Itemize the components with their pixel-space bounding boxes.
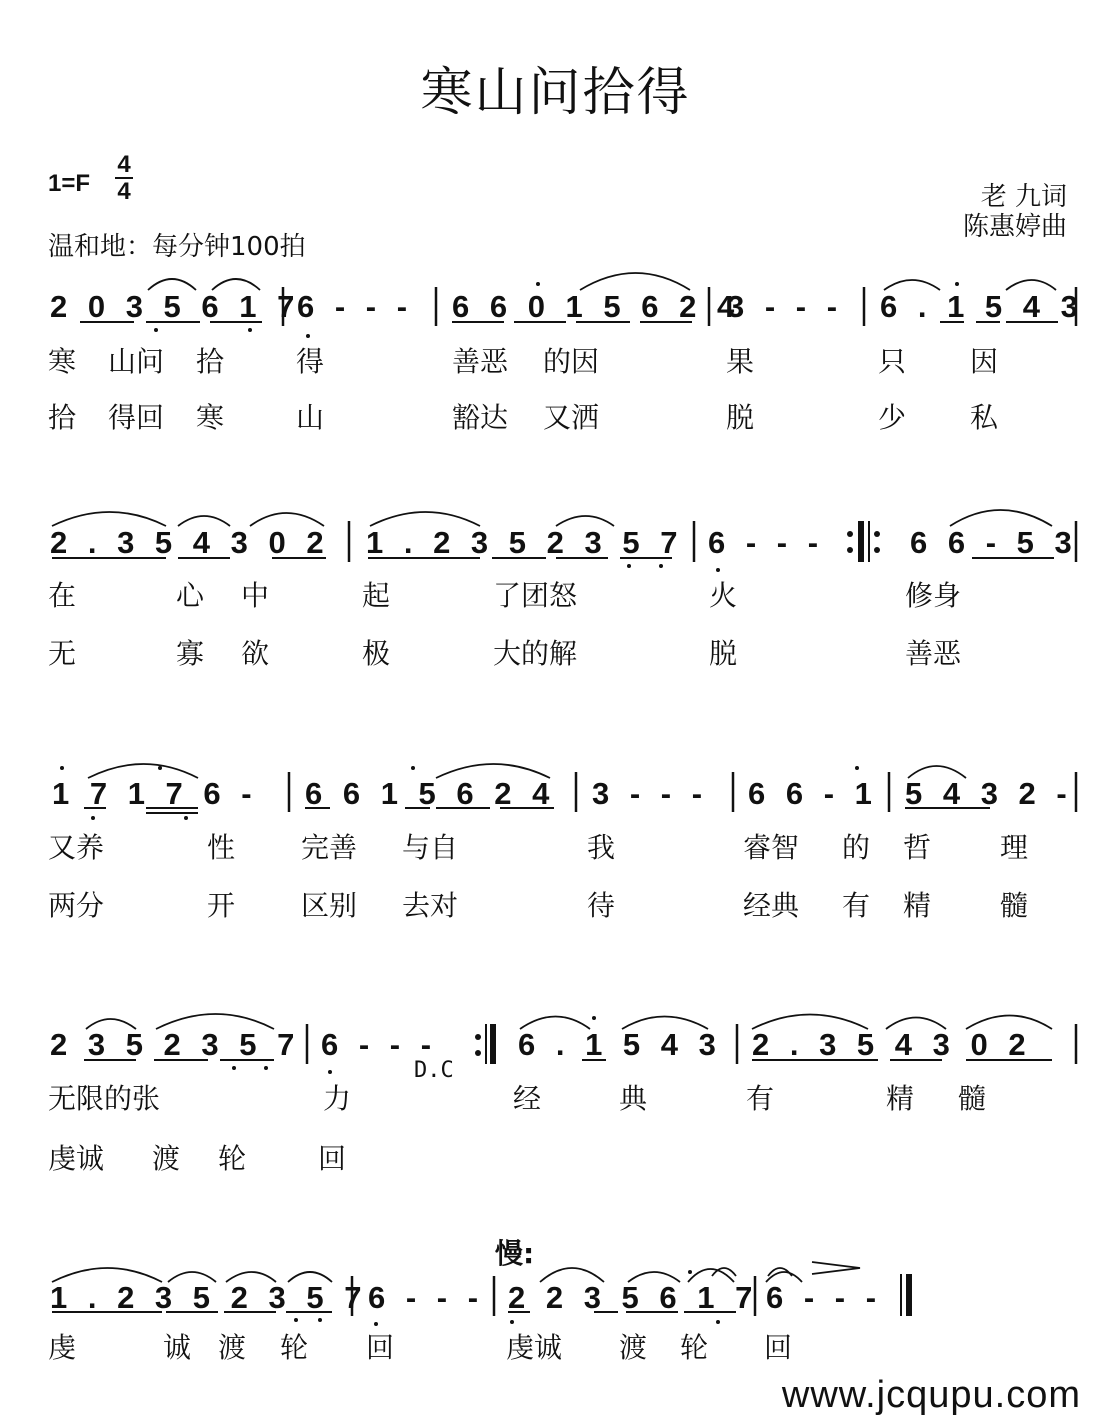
measure: 1 . 2 3 5 2 3 5 7 xyxy=(50,1280,368,1315)
lyric: 髓 xyxy=(958,1082,987,1115)
lyric: 的因 xyxy=(543,345,600,378)
measure: 1 . 2 3 5 2 3 5 7 xyxy=(366,525,684,560)
lyric: 修身 xyxy=(905,579,962,612)
lyric: 经典 xyxy=(743,889,800,922)
measure: 3 - - - xyxy=(592,776,709,811)
rhythm-underlines xyxy=(52,322,1058,1312)
lyric: 两分 xyxy=(48,889,105,922)
lyric: 髓 xyxy=(1000,889,1029,922)
tempo-marking: 温和地：每分钟100拍 xyxy=(48,232,306,262)
lyric: 虔 xyxy=(48,1331,77,1364)
measure: 2 3 5 2 3 5 7 xyxy=(50,1027,301,1062)
dc-mark: D.C xyxy=(414,1058,454,1083)
repeat-signs xyxy=(475,521,915,1316)
lyric: 待 xyxy=(587,889,616,922)
lyric: 轮 xyxy=(680,1331,709,1364)
lyric: 又养 xyxy=(48,831,105,864)
lyric: 诚 xyxy=(163,1331,192,1364)
lyric: 得回 xyxy=(108,401,165,434)
lyric: 大的解 xyxy=(493,637,578,670)
lyric: 理 xyxy=(1000,831,1029,864)
lyric: 无限的张 xyxy=(48,1082,161,1115)
time-signature-bottom: 4 xyxy=(117,178,131,205)
lyric: 经 xyxy=(513,1082,542,1115)
lyric: 火 xyxy=(709,579,738,612)
lyric: 的 xyxy=(842,831,871,864)
lyric: 起 xyxy=(362,579,391,612)
lyric: 中 xyxy=(241,579,270,612)
lyric: 在 xyxy=(48,579,77,612)
lyric: 渡 xyxy=(218,1331,247,1364)
lyric: 又洒 xyxy=(543,401,600,434)
lyric: 拾 xyxy=(196,345,225,378)
measure: 2 0 3 5 6 1 7 xyxy=(50,289,301,324)
lyric: 轮 xyxy=(280,1331,309,1364)
lyric: 因 xyxy=(970,345,999,378)
measure: 6 6 - 5 3 xyxy=(910,525,1078,560)
lyric: 轮 xyxy=(218,1142,247,1175)
lyric: 有 xyxy=(746,1082,775,1115)
lyric: 睿智 xyxy=(743,831,800,864)
lyric: 寒 xyxy=(48,345,77,378)
lyric: 哲 xyxy=(903,831,932,864)
measure: 6 - - - xyxy=(321,1027,438,1062)
lyric: 欲 xyxy=(241,637,270,670)
lyric: 区别 xyxy=(301,889,358,922)
measure: 6 - - - xyxy=(297,289,414,324)
lyric: 精 xyxy=(903,889,932,922)
measure: 6 6 - 1 xyxy=(748,776,878,811)
lyric: 精 xyxy=(886,1082,915,1115)
lyricist-credit: 老 九词 xyxy=(980,182,1067,212)
lyric: 寒 xyxy=(196,401,225,434)
measure: 2 . 3 5 4 3 0 2 xyxy=(752,1027,1032,1062)
lyric: 完善 xyxy=(301,831,358,864)
octave-dots xyxy=(60,282,962,1326)
lyric: 无 xyxy=(48,637,77,670)
lyric: 与自 xyxy=(402,831,459,864)
measure: 5 4 3 2 - xyxy=(905,776,1073,811)
measure: 6 - - - xyxy=(368,1280,485,1315)
key-signature: 1=F xyxy=(48,170,91,197)
lyric: 了团怒 xyxy=(493,579,578,612)
lyric: 善恶 xyxy=(905,637,962,670)
lyric: 拾 xyxy=(48,401,77,434)
measure: 3 - - - xyxy=(727,289,844,324)
lyric: 渡 xyxy=(619,1331,648,1364)
decrescendo-and-fermatas xyxy=(712,1262,860,1276)
measure: 6 . 1 5 4 3 xyxy=(518,1027,722,1062)
lyric: 山 xyxy=(296,401,325,434)
lyric: 去对 xyxy=(402,889,459,922)
lyric: 回 xyxy=(318,1142,347,1175)
lyric: 脱 xyxy=(726,401,755,434)
lyric: 极 xyxy=(362,637,391,670)
lyric: 典 xyxy=(619,1082,648,1115)
lyric: 只 xyxy=(878,345,907,378)
lyric: 豁达 xyxy=(452,401,509,434)
lyric: 脱 xyxy=(709,637,738,670)
lyric: 我 xyxy=(587,831,616,864)
slurs xyxy=(52,273,1056,1282)
measure: 6 6 0 1 5 6 2 4 xyxy=(452,289,741,324)
lyric: 山问 xyxy=(108,345,165,378)
lyric: 私 xyxy=(970,401,999,434)
measure: 6 6 1 5 6 2 4 xyxy=(305,776,556,811)
lyric: 善恶 xyxy=(452,345,509,378)
lyric: 心 xyxy=(176,579,205,612)
lyric: 少 xyxy=(878,401,907,434)
measure: 6 . 1 5 4 3 xyxy=(880,289,1084,324)
lyric: 开 xyxy=(207,889,236,922)
measure: 1 7 1 7 6 - xyxy=(52,776,258,811)
time-signature-top: 4 xyxy=(117,151,131,178)
lyric: 寡 xyxy=(176,637,205,670)
lyric: 回 xyxy=(366,1331,395,1364)
slow-mark: 慢: xyxy=(495,1237,535,1270)
measure: 6 - - - xyxy=(708,525,825,560)
lyric: 渡 xyxy=(152,1142,181,1175)
website-watermark: www.jcqupu.com xyxy=(781,1374,1081,1416)
measure: 2 2 3 5 6 1 7 xyxy=(508,1280,759,1315)
lyric: 得 xyxy=(296,345,325,378)
lyric: 虔诚 xyxy=(48,1142,105,1175)
measure: 2 . 3 5 4 3 0 2 xyxy=(50,525,330,560)
song-title: 寒山问拾得 xyxy=(420,63,691,123)
lyric: 有 xyxy=(842,889,871,922)
lyric: 性 xyxy=(207,831,236,864)
lyric: 力 xyxy=(323,1082,352,1115)
composer-credit: 陈惠婷曲 xyxy=(962,212,1067,242)
lyric: 虔诚 xyxy=(506,1331,563,1364)
lyric: 果 xyxy=(726,345,755,378)
barlines xyxy=(283,287,1076,1316)
lyric: 回 xyxy=(764,1331,793,1364)
measure: 6 - - - xyxy=(766,1280,883,1315)
